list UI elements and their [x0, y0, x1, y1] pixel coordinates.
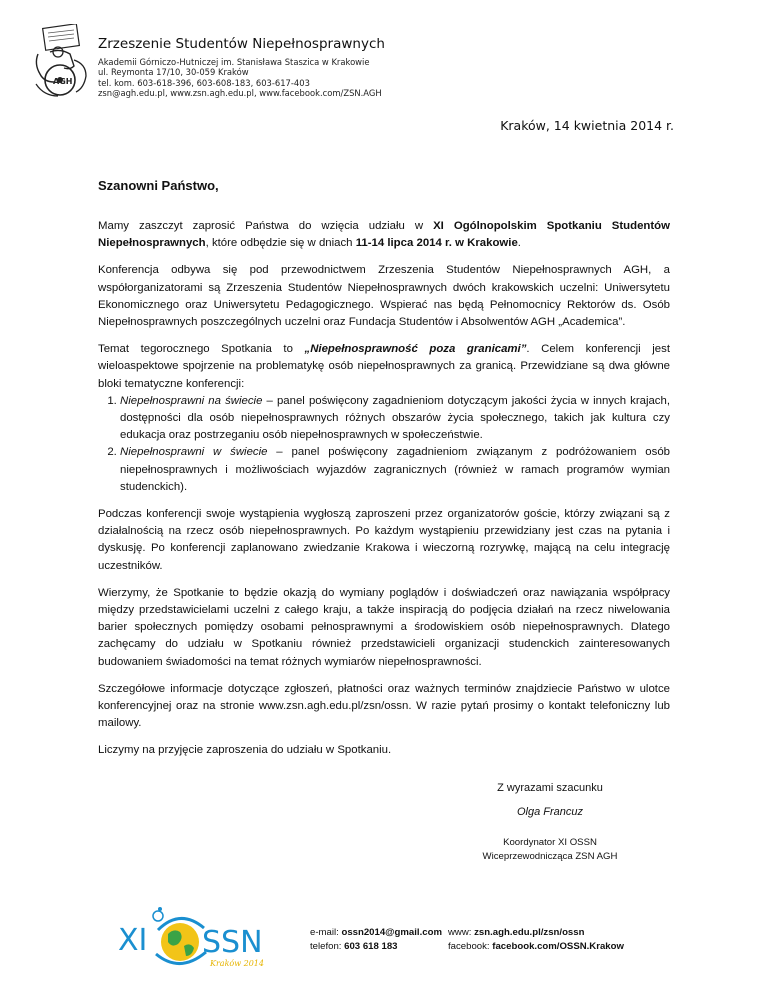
- paragraph-details: Szczegółowe informacje dotyczące zgłoszeń, płatności oraz ważnych terminów znajdziecie Państwo w ulotce konferencyjnej oraz na stronie www.zsn.agh.edu.pl/zsn/ossn. W razie pytań prosimy o kontakt telefoniczny lub mailowy.: [98, 682, 670, 730]
- p1-text-c: , które odbędzie się w dniach: [205, 237, 356, 250]
- p1-text-e: .: [517, 237, 521, 250]
- footer-contact-right: [448, 926, 624, 954]
- org-line-phone: tel. kom. 603-618-396, 603-608-183, 603-617-403: [98, 77, 310, 88]
- paragraph-closing: Liczymy na przyjęcie zaproszenia do udziału w Spotkaniu.: [98, 744, 392, 757]
- greeting: Szanowni Państwo,: [98, 178, 219, 193]
- xi-ossn-logo: [118, 900, 278, 972]
- p1-text-a: Mamy zaszczyt zaprosić Państwa do wzięcia udziału w: [98, 220, 434, 232]
- p3-topic-title: „Niepełnosprawność poza granicami”: [304, 343, 527, 356]
- footer-phone-label: telefon:: [310, 941, 345, 952]
- p3-text-a: Temat tegorocznego Spotkania to: [98, 343, 305, 356]
- logo-agh-text: AGH: [53, 77, 73, 86]
- topic-list: [98, 393, 670, 496]
- p1-event-name: XI Ogólnopolskim Spotkaniu Studentów Niepełnosprawnych: [98, 220, 670, 250]
- p1-event-date: 11-14 lipca 2014 r. w Krakowie: [355, 237, 518, 250]
- org-line-address: ul. Reymonta 17/10, 30-059 Kraków: [98, 67, 249, 78]
- org-line-web: zsn@agh.edu.pl, www.zsn.agh.edu.pl, www.facebook.com/ZSN.AGH: [98, 88, 382, 99]
- logo-sub-text: Kraków 2014: [210, 959, 264, 968]
- signature-closing: Z wyrazami szacunku: [497, 782, 603, 794]
- signature-name: Olga Francuz: [516, 806, 584, 818]
- footer-email-value: ossn2014@gmail.com: [341, 927, 442, 938]
- org-address-block: [98, 57, 382, 99]
- signature-role-1: Koordynator XI OSSN: [503, 837, 597, 848]
- footer-www: [448, 926, 624, 940]
- signature-role-2: Wiceprzewodnicząca ZSN AGH: [482, 851, 618, 862]
- paragraph-topic: [98, 341, 670, 393]
- letter-body: [98, 218, 670, 770]
- footer-contact-left: [310, 926, 442, 954]
- globe-icon: [161, 923, 199, 961]
- footer-www-value: zsn.agh.edu.pl/zsn/ossn: [474, 927, 585, 938]
- list-item: [120, 393, 670, 445]
- footer-email: [310, 926, 442, 940]
- list-item-title: Niepełnosprawni w świecie: [120, 446, 268, 459]
- footer-phone-value: 603 618 183: [344, 941, 398, 952]
- paragraph-invitation: [98, 218, 670, 252]
- paragraph-speakers: Podczas konferencji swoje wystąpienia wygłoszą zaproszeni przez organizatorów goście, którzy związani są z działalnością na rzecz osób niepełnosprawnych. Po każdym wystąpieniu przewidziany jest czas na pytania i dyskusję. Po konferencji zaplanowano zwiedzanie Krakowa i wieczorną rozrywkę, mającą na celu integrację uczestników.: [98, 508, 670, 572]
- footer-phone: [310, 940, 442, 954]
- org-name: Zrzeszenie Studentów Niepełnosprawnych: [98, 36, 385, 52]
- footer-email-label: e-mail:: [310, 927, 342, 938]
- signature-role: [420, 836, 680, 864]
- logo-ssn-text: SSN: [202, 925, 263, 960]
- org-line-university: Akademii Górniczo-Hutniczej im. Stanisława Staszica w Krakowie: [98, 57, 370, 67]
- logo-xi-text: XI: [118, 923, 148, 958]
- footer-www-label: www:: [448, 927, 475, 938]
- footer-fb-value: facebook.com/OSSN.Krakow: [492, 941, 624, 952]
- wheelchair-icon: [153, 911, 163, 921]
- list-item-text: – panel poświęcony zagadnieniom dotyczącym jakości życia w innych krajach, dostępności dla osób niepełnosprawnych różnych obszarów życia społecznego, takich jak kultura czy edukacja oraz postrzeganiu osób niepełnosprawnych w społeczeństwie.: [120, 394, 671, 442]
- footer-fb-label: facebook:: [448, 941, 493, 952]
- paragraph-organizers: Konferencja odbywa się pod przewodnictwem Zrzeszenia Studentów Niepełnosprawnych AGH, a współorganizatorami są Zrzeszenia Studentów Niepełnosprawnych dwóch krakowskich uczelni: Uniwersytetu Ekonomicznego oraz Uniwersytetu Pedagogicznego. Wspierać nas będą Pełnomocnicy Rektorów ds. Osób Niepełnosprawnych poszczególnych uczelni oraz Fundacja Studentów i Absolwentów AGH „Academica”.: [98, 264, 670, 329]
- list-item: [120, 444, 670, 496]
- p3-text-c: . Celem konferencji jest wieloaspektowe spojrzenie na problematykę osób niepełnosprawnych za granicą. Przewidziane są dwa główne bloki tematyczne konferencji:: [98, 343, 670, 390]
- zsn-agh-logo: [30, 24, 94, 100]
- list-item-text: – panel poświęcony zagadnieniom związanym z podróżowaniem osób niepełnosprawnych i możliwościach wyjazdów zagranicznych (również w ramach programów wymian studenckich).: [120, 446, 670, 493]
- footer-facebook: [448, 940, 624, 954]
- paragraph-belief: Wierzymy, że Spotkanie to będzie okazją do wymiany poglądów i doświadczeń oraz nawiązania współpracy między przedstawicielami uczelni z całego kraju, a także inspiracją do podjęcia działań na rzecz niwelowania barier społecznych pomiędzy osobami pełnosprawnymi a środowiskiem osób niepełnosprawnych. Dlatego zachęcamy do udziału w Spotkaniu również przedstawicieli organizacji studenckich zainteresowanych budowaniem świadomości na temat różnych wymiarów niepełnosprawności.: [98, 586, 670, 668]
- list-item-title: Niepełnosprawni na świecie: [120, 394, 263, 407]
- letter-date: Kraków, 14 kwietnia 2014 r.: [500, 118, 674, 133]
